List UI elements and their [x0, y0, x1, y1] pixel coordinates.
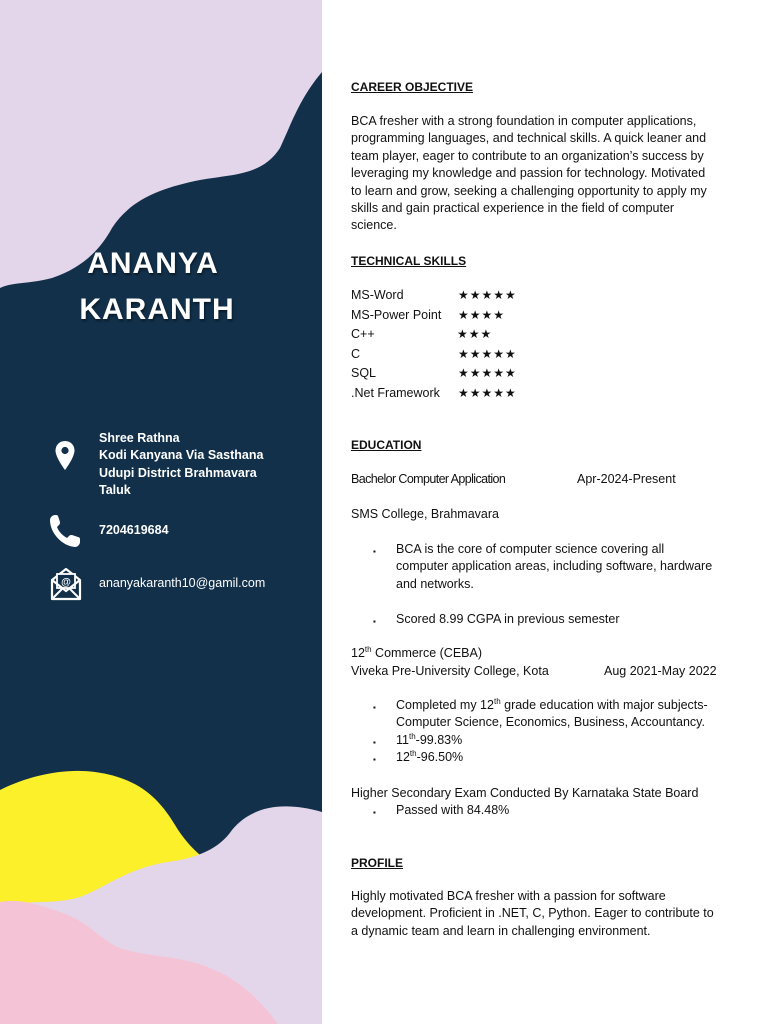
bullet-marker: ▪ [373, 808, 376, 817]
address-line: Kodi Kanyana Via Sasthana [99, 448, 264, 462]
phone-number: 7204619684 [99, 523, 169, 537]
objective-line: team player, eager to contribute to an organization’s success by [351, 148, 704, 163]
pu-bullet [396, 749, 731, 766]
profile-line: a dynamic team and learn in challenging environment. [351, 923, 651, 938]
skill-name: .Net Framework [351, 385, 440, 400]
profile-line: development. Proficient in .NET, C, Python. Eager to contribute to [351, 906, 714, 921]
text-part: 12 [396, 750, 410, 764]
skills-list [351, 287, 731, 407]
pu-bullet [396, 732, 731, 749]
text-part: -96.50% [416, 750, 464, 764]
sidebar [0, 0, 322, 1024]
address-line: Udupi District Brahmavara [99, 466, 257, 480]
superscript: th [408, 731, 416, 741]
pu-college: Viveka Pre-University College, Kota [351, 664, 549, 678]
objective-line: BCA fresher with a strong foundation in computer applications, [351, 114, 697, 128]
profile-line: Highly motivated BCA fresher with a passion for software [351, 889, 666, 903]
skill-name: MS-Word [351, 288, 404, 302]
skill-stars: ★★★★★ [458, 385, 517, 400]
degree-title: Bachelor Computer Application [351, 472, 506, 486]
degree-dates: Apr-2024-Present [577, 472, 676, 486]
text-part: Completed my 12 [396, 698, 494, 712]
education-heading: EDUCATION [351, 438, 422, 452]
skill-stars: ★★★★★ [458, 288, 517, 302]
location-pin-icon [54, 440, 76, 472]
top-lavender-blob [0, 0, 322, 288]
bullet-line: Computer Science, Economics, Business, Accountancy. [396, 715, 705, 730]
email-icon [49, 566, 83, 602]
bullet-marker: ▪ [373, 617, 376, 626]
bullet-line [396, 697, 731, 714]
college-name: SMS College, Brahmavara [351, 507, 499, 521]
technical-skills-heading: TECHNICAL SKILLS [351, 254, 467, 268]
career-objective-text [351, 113, 726, 235]
phone-icon [48, 513, 82, 549]
superscript: th [409, 748, 417, 758]
skill-name: MS-Power Point [351, 307, 442, 322]
objective-line: science. [351, 218, 397, 233]
pu-bullet [396, 697, 731, 732]
bullet-line: BCA is the core of computer science covering all [396, 542, 665, 556]
objective-line: leveraging my knowledge and passion for technology. Motivated [351, 166, 706, 181]
objective-line: skills and gain practical experience in the field of computer [351, 201, 675, 216]
skill-stars: ★★★ [457, 327, 493, 341]
pu-dates: Aug 2021-May 2022 [604, 664, 717, 678]
twelfth-number: 12 [351, 646, 365, 660]
first-name: ANANYA [87, 247, 219, 280]
skill-name: SQL [351, 366, 377, 380]
bullet-line: computer application areas, including software, hardware [396, 559, 713, 574]
text-part: 11 [396, 733, 409, 747]
skill-stars: ★★★★ [458, 307, 506, 322]
bullet-marker: ▪ [373, 703, 376, 712]
degree-bullet [396, 541, 731, 593]
bullet-marker: ▪ [373, 547, 376, 556]
twelfth-title [351, 645, 482, 662]
twelfth-stream: Commerce (CEBA) [371, 646, 483, 660]
objective-line: programming languages, and technical skills. A quick leaner and [351, 131, 707, 146]
skill-stars: ★★★★★ [458, 346, 517, 361]
bullet-marker: ▪ [373, 738, 376, 747]
superscript: th [493, 696, 501, 706]
skill-stars: ★★★★★ [458, 366, 517, 380]
address-line: Shree Rathna [99, 431, 180, 445]
objective-line: to learn and grow, seeking a challenging opportunity to apply my [351, 183, 707, 198]
skill-name: C++ [351, 327, 375, 341]
decorative-blobs [0, 0, 322, 1024]
text-part: -99.83% [415, 733, 463, 747]
bullet-line: and networks. [396, 576, 474, 591]
sslc-title: Higher Secondary Exam Conducted By Karnataka State Board [351, 786, 699, 800]
svg-text:@: @ [61, 577, 71, 588]
profile-text [351, 888, 726, 940]
career-objective-heading: CAREER OBJECTIVE [351, 80, 474, 94]
address-line: Taluk [99, 483, 131, 497]
skill-name: C [351, 346, 361, 361]
bullet-marker: ▪ [373, 755, 376, 764]
profile-heading: PROFILE [351, 856, 404, 870]
superscript: th [364, 644, 372, 654]
text-part: grade education with major subjects- [500, 698, 708, 712]
degree-bullet: Scored 8.99 CGPA in previous semester [396, 612, 620, 626]
email-address: ananyakaranth10@gamil.com [99, 576, 266, 590]
sslc-bullet: Passed with 84.48% [396, 803, 510, 817]
last-name: KARANTH [79, 293, 235, 326]
